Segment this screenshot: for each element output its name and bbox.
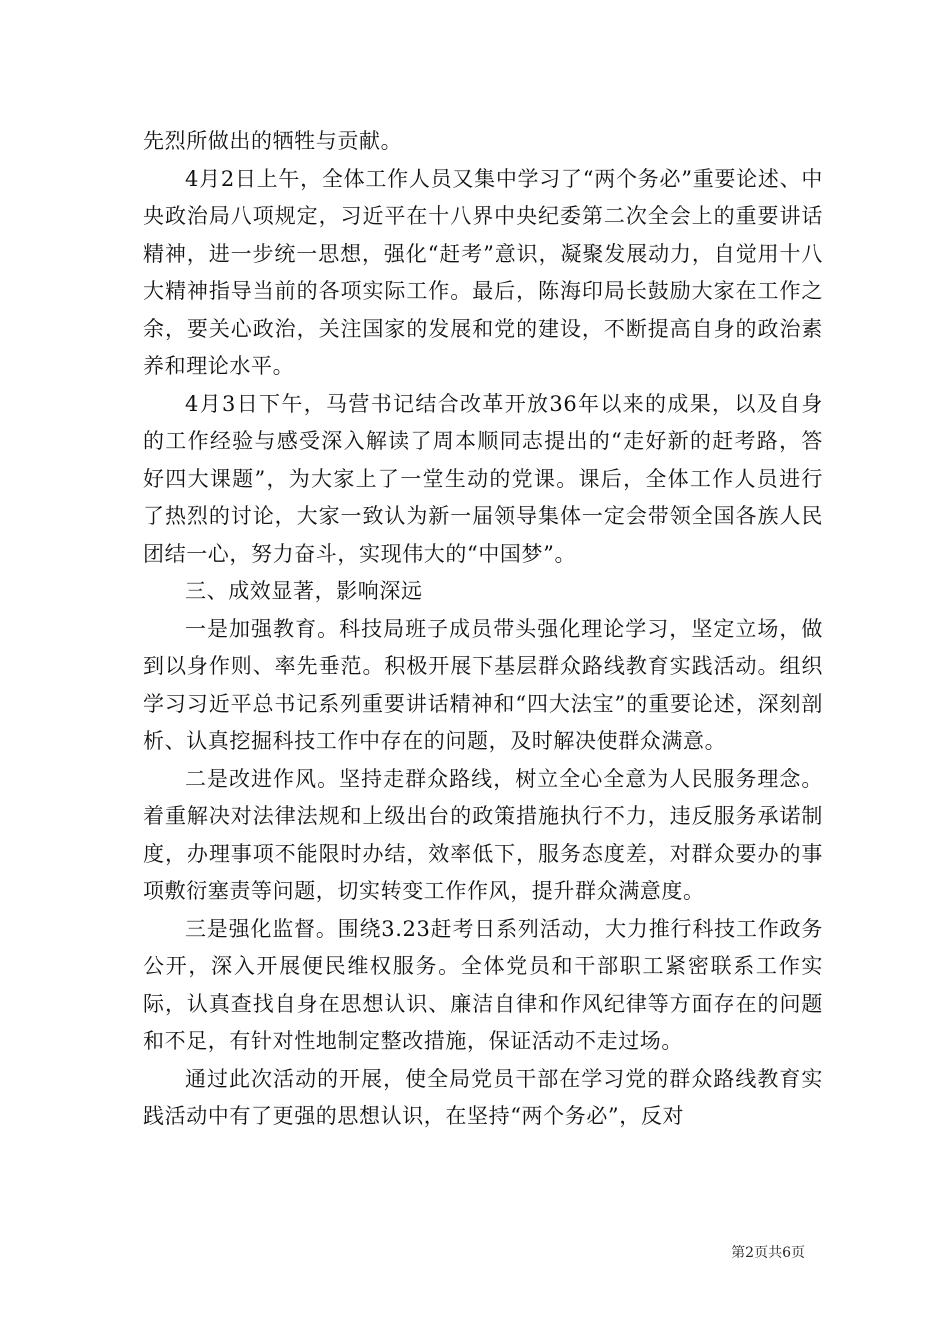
section-heading-results: 三、成效显著，影响深远 (185, 579, 423, 603)
paragraph-education: 一是加强教育。科技局班子成员带头强化理论学习，坚定立场，做到以身作则、率先垂范。积极开展下基层群众路线教育实践活动。组织学习习近平总书记系列重要讲话精神和“四大法宝”的重要论述，深刻剖析、认真挖掘科技工作中存在的问题，及时解决使群众满意。 (143, 616, 823, 753)
paragraph-work-style: 二是改进作风。坚持走群众路线，树立全心全意为人民服务理念。着重解决对法律法规和上级出台的政策措施执行不力，违反服务承诺制度，办理事项不能限时办结，效率低下，服务态度差，对群众要办的事项敷衍塞责等问题，切实转变工作作风，提升群众满意度。 (143, 766, 823, 903)
paragraph-supervision: 三是强化监督。围绕3.23赶考日系列活动，大力推行科技工作政务公开，深入开展便民维权服务。全体党员和干部职工紧密联系工作实际，认真查找自身在思想认识、廉洁自律和作风纪律等方面存在的问题和不足，有针对性地制定整改措施，保证活动不走过场。 (143, 916, 823, 1053)
paragraph-conclusion: 通过此次活动的开展，使全局党员干部在学习党的群众路线教育实践活动中有了更强的思想认识，在坚持“两个务必”，反对 (143, 1066, 823, 1128)
page-number-footer: 第2页共6页 (731, 1245, 805, 1261)
paragraph-continuation: 先烈所做出的牺牲与贡献。 (143, 129, 403, 153)
paragraph-april-3: 4月3日下午，马营书记结合改革开放36年以来的成果，以及自身的工作经验与感受深入解读了周本顺同志提出的“走好新的赶考路，答好四大课题”，为大家上了一堂生动的党课。课后，全体工作人员进行了热烈的讨论，大家一致认为新一届领导集体一定会带领全国各族人民团结一心，努力奋斗，实现伟大的“中国梦”。 (143, 391, 823, 566)
document-body (143, 123, 823, 1136)
paragraph-april-2: 4月2日上午，全体工作人员又集中学习了“两个务必”重要论述、中央政治局八项规定，习近平在十八界中央纪委第二次全会上的重要讲话精神，进一步统一思想，强化“赶考”意识，凝聚发展动力，自觉用十八大精神指导当前的各项实际工作。最后，陈海印局长鼓励大家在工作之余，要关心政治，关注国家的发展和党的建设，不断提高自身的政治素养和理论水平。 (143, 166, 823, 378)
